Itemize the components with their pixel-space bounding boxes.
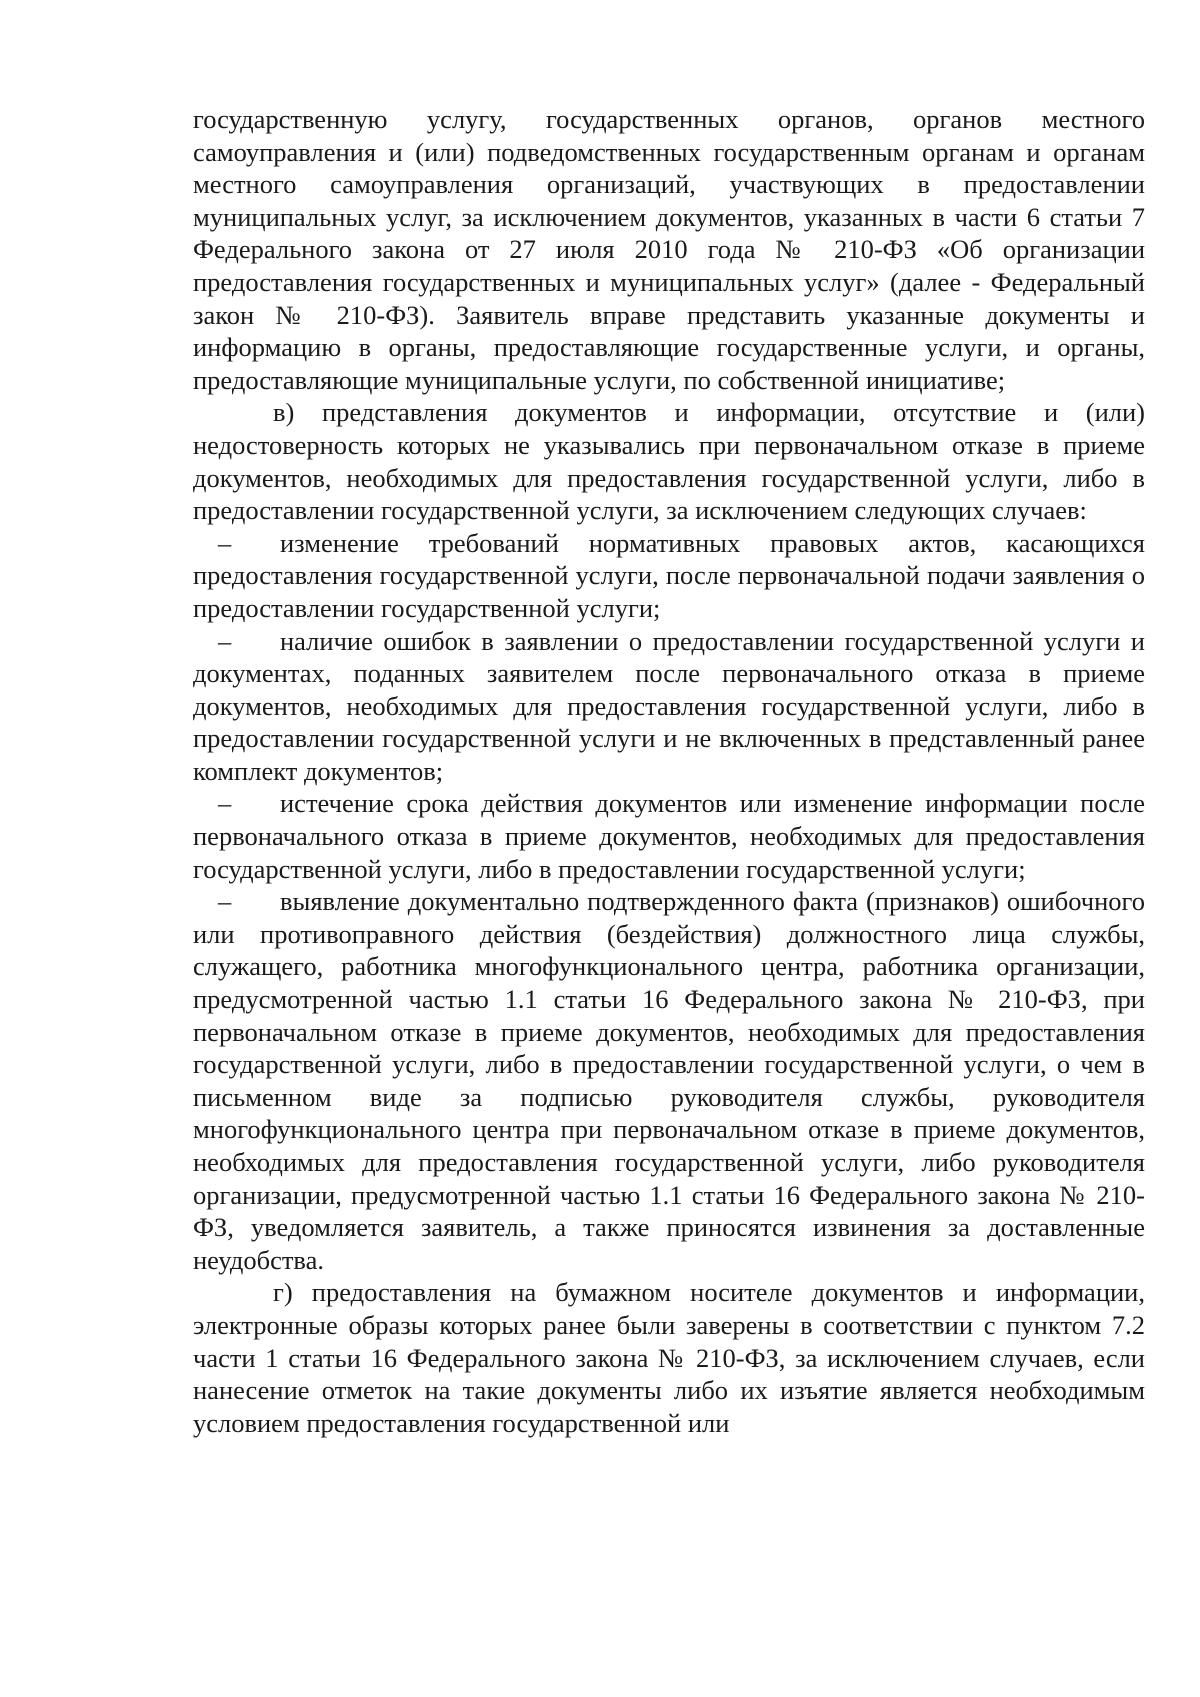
dash-marker: – bbox=[218, 886, 232, 917]
paragraph-continuation: государственную услугу, государственных органов, органов местного самоуправления и (или) подведомственных государственным органам и органам местного самоуправления организаций, участвующих в предоставлении муниципальных услуг, за исключением документов, указанных в части 6 статьи 7 Федерального закона от 27 июля 2010 года № 210-ФЗ «Об организации предоставления государственных и муниципальных услуг» (далее - Федеральный закон № 210-ФЗ). Заявитель вправе представить указанные документы и информацию в органы, предоставляющие государственные услуги, и органы, предоставляющие муниципальные услуги, по собственной инициативе; bbox=[193, 104, 1145, 395]
dash-marker: – bbox=[218, 788, 232, 819]
dash-marker: – bbox=[218, 527, 232, 558]
paragraph-item-v: в) представления документов и информации, отсутствие и (или) недостоверность которых не указывались при первоначальном отказе в приеме документов, необходимых для предоставления государственной услуги, либо в предоставлении государственной услуги, за исключением следующих случаев: bbox=[193, 397, 1145, 526]
list-item-text: истечение срока действия документов или изменение информации после первоначального отказа в приеме документов, необходимых для предоставления государственной услуги, либо в предоставлении государственной услуги; bbox=[193, 788, 1145, 884]
dash-marker: – bbox=[218, 625, 232, 656]
paragraph-item-g: г) предоставления на бумажном носителе документов и информации, электронные образы которых ранее были заверены в соответствии с пунктом 7.2 части 1 статьи 16 Федерального закона № 210-ФЗ, за исключением случаев, если нанесение отметок на такие документы либо их изъятие является необходимым условием предоставления государственной или bbox=[193, 1277, 1145, 1438]
list-item bbox=[193, 885, 1145, 1276]
document-body bbox=[193, 103, 1145, 1439]
list-item bbox=[193, 625, 1145, 788]
list-item-text: выявление документально подтвержденного факта (признаков) ошибочного или противоправного действия (бездействия) должностного лица службы, служащего, работника многофункционального центра, работника организации, предусмотренной частью 1.1 статьи 16 Федерального закона № 210-ФЗ, при первоначальном отказе в приеме документов, необходимых для предоставления государственной услуги, либо в предоставлении государственной услуги, о чем в письменном виде за подписью руководителя службы, руководителя многофункционального центра при первоначальном отказе в приеме документов, необходимых для предоставления государственной услуги, либо руководителя организации, предусмотренной частью 1.1 статьи 16 Федерального закона № 210-ФЗ, уведомляется заявитель, а также приносятся извинения за доставленные неудобства. bbox=[193, 886, 1145, 1275]
list-item bbox=[193, 787, 1145, 885]
list-item bbox=[193, 527, 1145, 625]
list-item-text: изменение требований нормативных правовых актов, касающихся предоставления государственной услуги, после первоначальной подачи заявления о предоставлении государственной услуги; bbox=[193, 527, 1145, 623]
list-item-text: наличие ошибок в заявлении о предоставлении государственной услуги и документах, поданных заявителем после первоначального отказа в приеме документов, необходимых для предоставления государственной услуги, либо в предоставлении государственной услуги и не включенных в представленный ранее комплект документов; bbox=[193, 625, 1145, 786]
